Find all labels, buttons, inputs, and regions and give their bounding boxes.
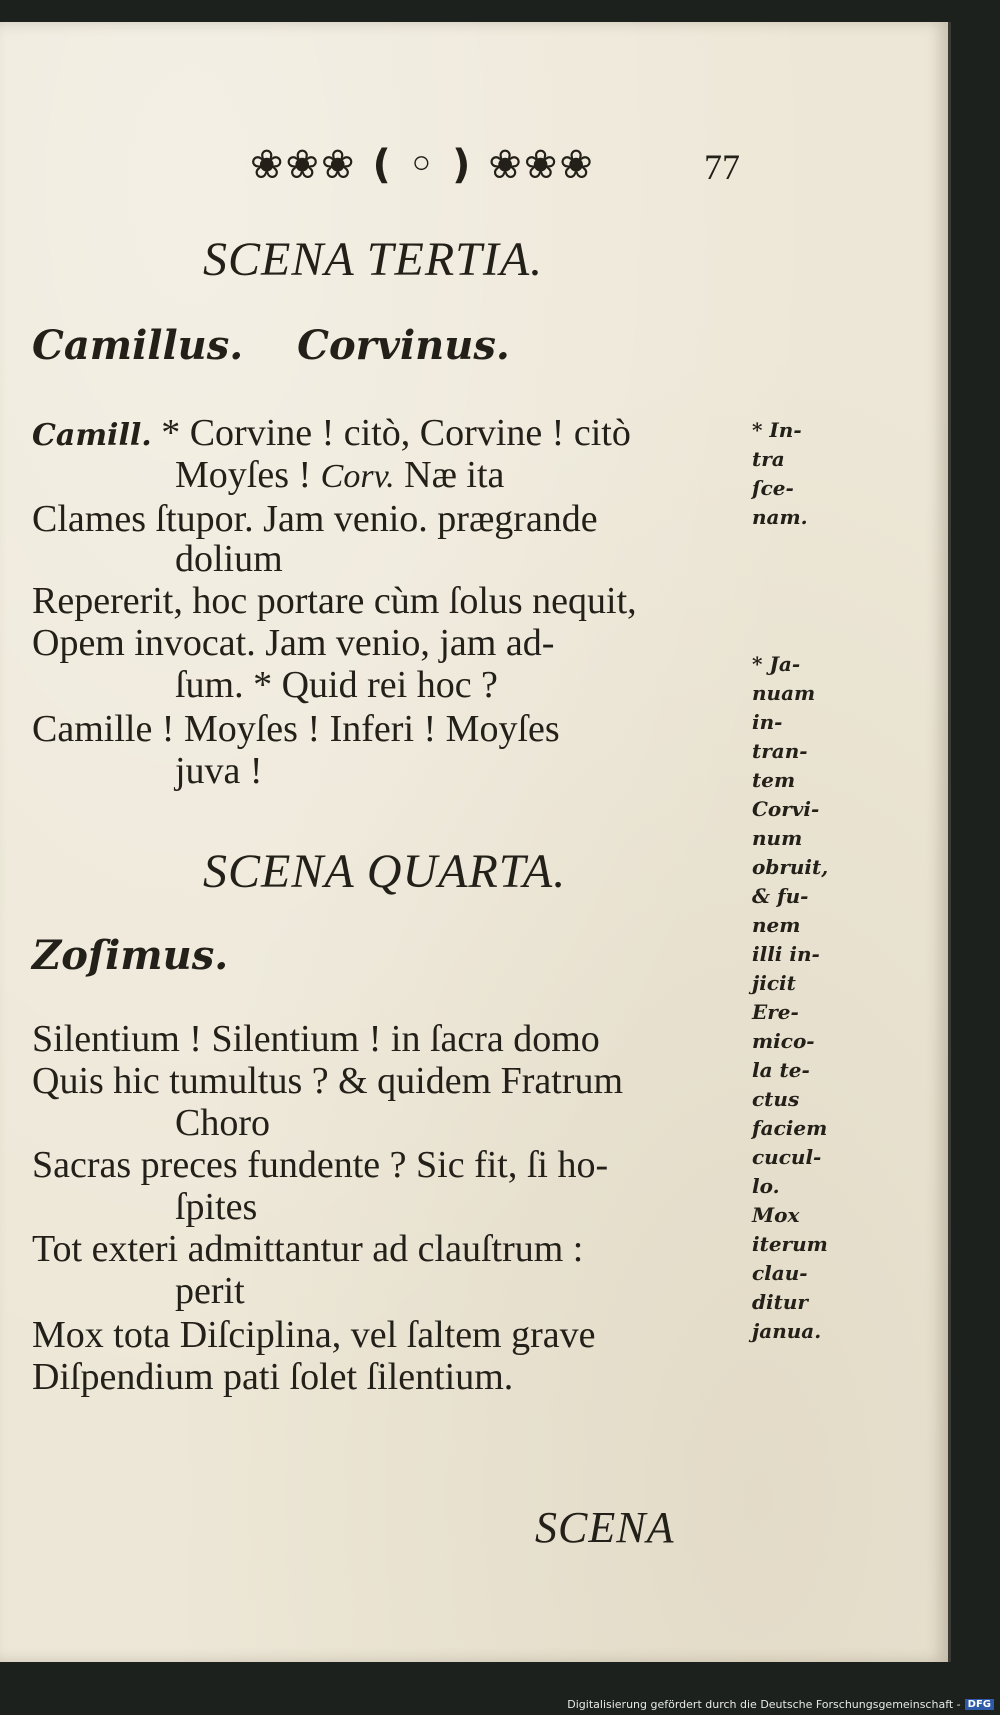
digitization-credit <box>567 1698 994 1711</box>
scene-persons-tertia <box>32 322 550 369</box>
credit-text: Digitalisierung gefördert durch die Deutsche Forschungsgemeinschaft - <box>567 1698 961 1711</box>
verse-line: Repererit, hoc portare cùm ſolus nequit, <box>32 580 637 622</box>
margin-note-line: la te- <box>752 1058 810 1082</box>
verse-line: Choro <box>175 1102 270 1144</box>
verse-line: ſum. * Quid rei hoc ? <box>175 664 498 706</box>
verse-line: Silentium ! Silentium ! in ſacra domo <box>32 1018 600 1060</box>
margin-note-januam <box>752 650 862 1346</box>
verse-line: Mox tota Diſciplina, vel ſaltem grave <box>32 1314 596 1356</box>
margin-note-line: mico- <box>752 1029 815 1053</box>
speaker-label: Camill. <box>32 418 152 453</box>
margin-note-line: num <box>752 826 803 850</box>
verse-line: ſpites <box>175 1186 258 1228</box>
margin-note-line: obruit, <box>752 855 829 879</box>
margin-note-line: ctus <box>752 1087 800 1111</box>
verse-text: Moyſes ! <box>175 454 321 496</box>
margin-note-line: Corvi- <box>752 797 820 821</box>
book-page <box>0 22 951 1662</box>
verse-line: Clames ſtupor. Jam venio. prægrande <box>32 498 598 540</box>
verse-text: Næ ita <box>394 454 505 496</box>
margin-note-line: nam. <box>752 505 808 529</box>
verse-line: perit <box>175 1270 245 1312</box>
verse-line: juva ! <box>175 750 263 792</box>
verse-line: Tot exteri admittantur ad clauſtrum : <box>32 1228 584 1270</box>
verse-text: * Corvine ! citò, Corvine ! citò <box>161 412 631 454</box>
margin-note-line: & fu- <box>752 884 809 908</box>
verse-line: Camille ! Moyſes ! Inferi ! Moyſes <box>32 708 560 750</box>
scene-persons-quarta <box>32 932 268 979</box>
margin-note-line: * In- <box>752 418 802 442</box>
margin-note-line: nuam <box>752 681 816 705</box>
verse-line <box>32 412 752 457</box>
inline-speaker-label: Corv. <box>320 458 395 495</box>
verse-line: Quis hic tumultus ? & quidem Fratrum <box>32 1060 624 1102</box>
margin-note-line: Mox <box>752 1203 800 1227</box>
scene-title-quarta: SCENA QUARTA. <box>203 845 567 898</box>
margin-note-line: ditur <box>752 1290 808 1314</box>
dfg-logo-icon: DFG <box>965 1699 994 1710</box>
scene-title-tertia: SCENA TERTIA. <box>203 233 544 286</box>
verse-line: Opem invocat. Jam venio, jam ad- <box>32 622 555 664</box>
margin-note-line: nem <box>752 913 801 937</box>
margin-note-line: iterum <box>752 1232 828 1256</box>
verse-line: Sacras preces fundente ? Sic fit, ſi ho- <box>32 1144 609 1186</box>
margin-note-intra-scenam <box>752 416 862 532</box>
page-number: 77 <box>704 147 740 187</box>
margin-note-line: cucul- <box>752 1145 822 1169</box>
margin-note-line: illi in- <box>752 942 820 966</box>
margin-note-line: in- <box>752 710 783 734</box>
margin-note-line: tran- <box>752 739 808 763</box>
margin-note-line: * Ja- <box>752 652 801 676</box>
verse-line: dolium <box>175 538 283 580</box>
margin-note-line: tra <box>752 447 785 471</box>
page-header <box>0 142 948 202</box>
margin-note-line: ſce- <box>752 476 794 500</box>
margin-note-line: tem <box>752 768 796 792</box>
catchword: SCENA <box>535 1503 675 1552</box>
person-camillus: Camillus. <box>32 322 244 369</box>
margin-note-line: janua. <box>752 1319 822 1343</box>
margin-note-line: faciem <box>752 1116 828 1140</box>
person-zosimus: Zoſimus. <box>32 932 229 979</box>
margin-note-line: lo. <box>752 1174 780 1198</box>
margin-note-line: jicit <box>752 971 796 995</box>
header-ornament: ❀❀❀ ( ◦ ) ❀❀❀ <box>250 142 595 188</box>
person-corvinus: Corvinus. <box>297 322 510 369</box>
margin-note-line: clau- <box>752 1261 808 1285</box>
margin-note-line: Ere- <box>752 1000 799 1024</box>
verse-line: Diſpendium pati ſolet ſilentium. <box>32 1356 514 1398</box>
